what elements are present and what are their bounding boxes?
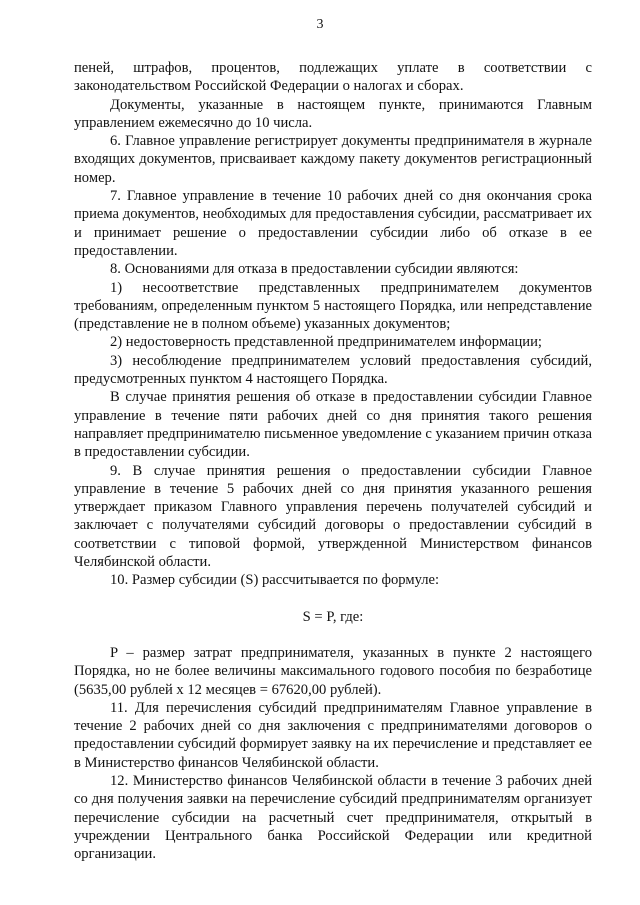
paragraph-item-6: 6. Главное управление регистрирует документы предпринимателя в журнале входящих документов, присваивает каждому пакету документов регистрационный номер. — [74, 133, 592, 186]
paragraph-documents-deadline: Документы, указанные в настоящем пункте, принимаются Главным управлением ежемесячно до 10 числа. — [74, 96, 592, 131]
formula: S = P, где: — [302, 608, 364, 625]
page-number: 3 — [316, 17, 324, 32]
paragraph-item-8-1: 1) несоответствие представленных предпринимателем документов требованиям, определенным пунктом 5 настоящего Порядка, или непредставление (представление не в полном объеме) указанных документов; — [74, 279, 592, 333]
paragraph-refusal-notice: В случае принятия решения об отказе в предоставлении субсидии Главное управление в течение пяти рабочих дней со дня принятия такого решения направляет предпринимателю письменное уведомление с указанием причин отказа в предоставлении субсидии. — [74, 389, 592, 461]
document-body — [74, 59, 592, 863]
paragraph-item-8-2: 2) недостоверность представленной предпринимателем информации; — [110, 334, 542, 351]
paragraph-item-10: 10. Размер субсидии (S) рассчитывается по формуле: — [110, 572, 440, 589]
paragraph-item-8: 8. Основаниями для отказа в предоставлении субсидии являются: — [110, 261, 519, 278]
paragraph-continuation: пеней, штрафов, процентов, подлежащих уплате в соответствии с законодательством Российской Федерации о налогах и сборах. — [74, 60, 592, 95]
paragraph-formula-definition: P – размер затрат предпринимателя, указанных в пункте 2 настоящего Порядка, но не более величины максимального годового пособия по безработице (5635,00 рублей х 12 месяцев = 67620,00 рублей). — [74, 644, 592, 698]
paragraph-item-12: 12. Министерство финансов Челябинской области в течение 3 рабочих дней со дня получения заявки на перечисление субсидий предпринимателям организует перечисление субсидии на расчетный счет предпринимателя, открытый в учреждении Центрального банка Российской Федерации или кредитной организации. — [74, 772, 592, 863]
paragraph-item-7: 7. Главное управление в течение 10 рабочих дней со дня окончания срока приема документов, необходимых для предоставления субсидии, рассматривает их и принимает решение о предоставлении субсидии либо об отказе в ее предоставлении. — [74, 188, 592, 259]
paragraph-item-11: 11. Для перечисления субсидий предпринимателям Главное управление в течение 2 рабочих дней со дня заключения с предпринимателями договоров о предоставлении субсидий формирует заявку на их перечисление и представляет ее в Министерство финансов Челябинской области. — [74, 699, 592, 771]
paragraph-item-9: 9. В случае принятия решения о предоставлении субсидии Главное управление в течение 5 рабочих дней со дня принятия указанного решения утверждает приказом Главного управления перечень получателей субсидий и заключает с получателями субсидий договоры о предоставлении субсидий в соответствии с типовой формой, утвержденной Министерством финансов Челябинской области. — [74, 462, 592, 571]
paragraph-item-8-3: 3) несоблюдение предпринимателем условий предоставления субсидий, предусмотренных пунктом 4 настоящего Порядка. — [74, 352, 592, 388]
